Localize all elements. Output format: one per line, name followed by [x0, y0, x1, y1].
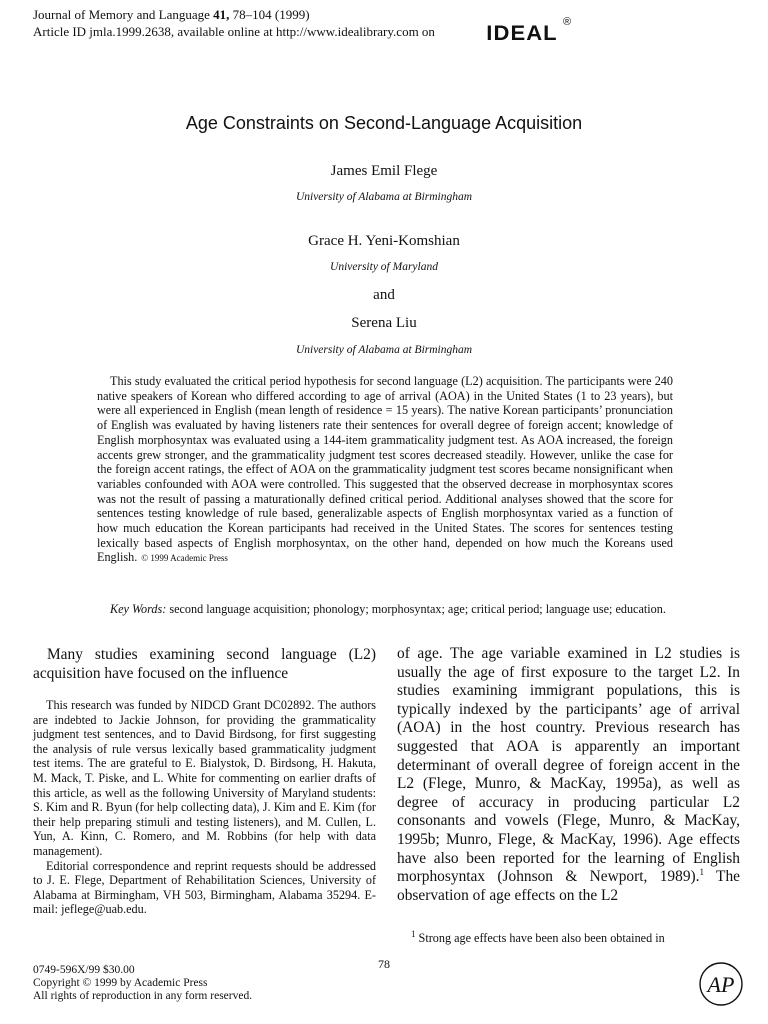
- journal-name: Journal of Memory and Language: [33, 7, 214, 22]
- footnote-1: [397, 928, 740, 946]
- registered-mark: ®: [563, 16, 572, 28]
- correspondence-note: Editorial correspondence and reprint requests should be addressed to J. E. Flege, Department of Rehabilitation Sciences, University of Alabama at Birmingham, VH 503, Birmingham, Alabama 35294. E-mail: jeflege@uab.edu.: [33, 858, 376, 917]
- footnote-mark: 1: [411, 928, 416, 939]
- author-affiliation: University of Maryland: [330, 261, 438, 273]
- author-name: James Emil Flege: [330, 163, 438, 179]
- author-name: Grace H. Yeni-Komshian: [308, 233, 460, 249]
- abstract: [97, 374, 673, 566]
- page-number: 78: [378, 957, 390, 971]
- footnote-ref[interactable]: 1: [699, 867, 704, 877]
- rights-line: All rights of reproduction in any form reserved.: [33, 990, 253, 1002]
- svg-text:AP: AP: [707, 972, 735, 997]
- body-text-right-column: [397, 645, 740, 905]
- title-footnotes: [33, 698, 376, 917]
- author-affiliation: University of Alabama at Birmingham: [295, 344, 473, 356]
- keywords: [97, 602, 673, 617]
- author-conjunction: and: [373, 287, 395, 303]
- keywords-label: Key Words:: [110, 602, 167, 616]
- keywords-text: second language acquisition; phonology; morphosyntax; age; critical period; language use; education.: [166, 602, 666, 616]
- journal-pages-year: 78–104 (1999): [229, 7, 310, 22]
- academic-press-logo: [698, 961, 744, 1007]
- body-text-left-column: Many studies examining second language (L2) acquisition have focused on the influence: [33, 646, 376, 682]
- copyright-line: Copyright © 1999 by Academic Press: [33, 977, 208, 989]
- footnote-text: Strong age effects have been also been obtained in: [415, 931, 665, 945]
- paper-title: Age Constraints on Second-Language Acquisition: [185, 113, 583, 133]
- abstract-text: This study evaluated the critical period hypothesis for second language (L2) acquisition. The participants were 240 native speakers of Korean who differed according to age of arrival (AOA) in the United States (1 to 23 years), but were all experienced in English (mean length of residence = 15 years). The native Korean participants’ pronunciation of English was evaluated by having listeners rate their sentences for overall degree of foreign accent; knowledge of English morphosyntax was evaluated using a 144-item grammaticality judgment test. As AOA increased, the foreign accents grew stronger, and the grammaticality judgment test scores decreased steadily. However, unlike the case for the foreign accent ratings, the effect of AOA on the grammaticality judgment test scores became nonsignificant when variables confounded with AOA were controlled. This suggested that the observed decrease in morphosyntax scores was not the result of passing a maturationally defined critical period. Additional analyses showed that the score for sentences testing knowledge of rule based, generalizable aspects of English morphosyntax varied as a function of how much education the Korean participants had received in the United States. The scores for sentences testing lexically based aspects of English morphosyntax, on the other hand, depended on how much the Koreans used English.: [97, 374, 673, 565]
- body-text-right-end: The observation of age effects on the L2: [397, 868, 740, 904]
- abstract-copyright: © 1999 Academic Press: [141, 553, 228, 564]
- author-name: Serena Liu: [351, 315, 417, 331]
- issn-price: 0749-596X/99 $30.00: [33, 964, 135, 976]
- author-affiliation: University of Alabama at Birmingham: [295, 191, 473, 203]
- body-text-right: of age. The age variable examined in L2 studies is usually the age of first exposure to the target L2. In studies examining immigrant populations, this is typically indexed by the participants’ age of arrival (AOA) in the host country. Previous research has suggested that AOA is apparently an important determinant of overall degree of foreign accent in the L2 (Flege, Munro, & MacKay, 1995a), as well as degree of accuracy in producing particular L2 consonants and vowels (Flege, Munro, & MacKay, 1995b; Munro, Flege, & MacKay, 1996). Age effects have also been reported for the learning of English morphosyntax (Johnson & Newport, 1989).: [397, 645, 740, 886]
- article-id-line: Article ID jmla.1999.2638, available online at http://www.idealibrary.com on: [33, 24, 435, 39]
- journal-citation: [33, 7, 310, 23]
- ideal-logo: IDEAL: [486, 22, 558, 45]
- journal-volume: 41,: [213, 7, 230, 22]
- funding-note: This research was funded by NIDCD Grant DC02892. The authors are indebted to Jackie Johnson, for providing the grammaticality judgment test sentences, and to David Birdsong, for first suggesting the analysis of rule versus lexically based grammaticality judgment test items. The are grateful to E. Bialystok, D. Birdsong, H. Hakuta, M. Mack, T. Piske, and L. White for commenting on earlier drafts of this article, as well as the following University of Maryland students: S. Kim and R. Byun (for help collecting data), J. Kim and E. Kim (for their help preparing stimuli and testing listeners), and M. Cullen, L. Yun, A. Kinn, C. Romero, and M. Robbins (for help with data management).: [33, 698, 376, 858]
